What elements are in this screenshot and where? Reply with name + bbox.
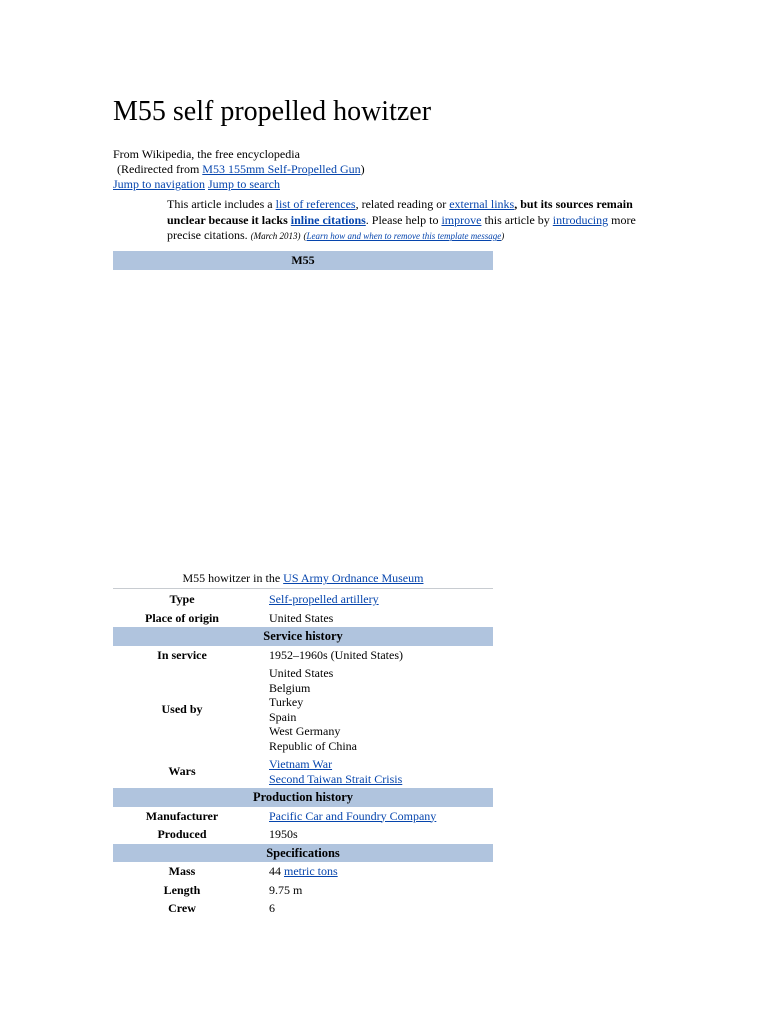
notice-date: (March 2013) xyxy=(250,231,301,241)
production-history-header: Production history xyxy=(113,788,493,807)
row-origin xyxy=(113,609,493,628)
metric-tons-link[interactable]: metric tons xyxy=(284,864,338,878)
row-manufacturer xyxy=(113,807,493,826)
used-by-item: West Germany xyxy=(269,724,341,738)
infobox-table xyxy=(113,590,493,918)
row-in-service xyxy=(113,646,493,665)
used-by-item: Republic of China xyxy=(269,738,357,753)
row-type xyxy=(113,590,493,609)
origin-value: United States xyxy=(269,610,334,625)
produced-label: Produced xyxy=(157,827,207,841)
notice-text-2: , related reading or xyxy=(355,197,450,211)
used-by-item: United States xyxy=(269,666,334,680)
crew-value: 6 xyxy=(269,901,275,915)
produced-value: 1950s xyxy=(269,827,298,841)
ordnance-museum-link[interactable]: US Army Ordnance Museum xyxy=(283,571,424,585)
row-used-by xyxy=(113,664,493,755)
wars-label: Wars xyxy=(168,764,196,779)
length-label: Length xyxy=(163,882,201,897)
row-length xyxy=(113,881,493,900)
jump-to-navigation-link[interactable]: Jump to navigation xyxy=(113,177,205,191)
notice-text-1: This article includes a xyxy=(167,197,276,211)
mass-label: Mass xyxy=(168,864,196,878)
origin-label: Place of origin xyxy=(145,610,219,625)
wars-values xyxy=(251,755,493,788)
taiwan-strait-crisis-link[interactable]: Second Taiwan Strait Crisis xyxy=(269,771,403,786)
row-mass xyxy=(113,862,493,881)
redirect-notice xyxy=(117,162,365,177)
crew-label: Crew xyxy=(168,901,196,915)
length-value: 9.75 m xyxy=(269,882,303,897)
improve-link[interactable]: improve xyxy=(441,212,482,227)
in-service-value: 1952–1960s (United States) xyxy=(269,647,403,662)
notice-bold-text: , but its sources remain unclear because it lacks xyxy=(167,197,633,227)
page-title: M55 self propelled howitzer xyxy=(113,96,432,127)
mass-value: 44 xyxy=(269,864,284,878)
introducing-link[interactable]: introducing xyxy=(552,212,609,227)
redirect-source-link[interactable]: M53 155mm Self-Propelled Gun xyxy=(202,162,361,176)
row-wars xyxy=(113,755,493,788)
image-caption xyxy=(113,571,493,589)
in-service-label: In service xyxy=(157,647,207,662)
notice-text-4: this article by xyxy=(481,212,553,227)
remove-template-message-link[interactable]: Learn how and when to remove this template message xyxy=(306,231,502,241)
service-history-header: Service history xyxy=(113,627,493,646)
notice-text-3: . Please help to xyxy=(365,212,442,227)
used-by-values xyxy=(251,664,493,755)
inline-citations-link[interactable]: inline citations xyxy=(290,212,366,227)
jump-links xyxy=(113,177,280,192)
type-label: Type xyxy=(169,592,195,606)
row-crew xyxy=(113,899,493,918)
manufacturer-link[interactable]: Pacific Car and Foundry Company xyxy=(269,808,437,823)
vietnam-war-link[interactable]: Vietnam War xyxy=(269,757,333,771)
infobox-title: M55 xyxy=(113,251,493,270)
used-by-item: Spain xyxy=(269,709,297,724)
jump-to-search-link[interactable]: Jump to search xyxy=(208,177,280,191)
notice-text-5: more precise citations. xyxy=(167,212,636,242)
redirect-prefix: (Redirected from xyxy=(117,162,203,176)
type-value-link[interactable]: Self-propelled artillery xyxy=(269,592,379,606)
list-of-references-link[interactable]: list of references xyxy=(275,197,356,211)
site-tagline: From Wikipedia, the free encyclopedia xyxy=(113,147,300,161)
redirect-suffix: ) xyxy=(360,162,365,176)
used-by-label: Used by xyxy=(161,702,203,717)
specifications-header: Specifications xyxy=(113,844,493,863)
used-by-item: Belgium xyxy=(269,680,311,695)
external-links-link[interactable]: external links xyxy=(449,197,515,211)
row-produced xyxy=(113,825,493,844)
caption-text: M55 howitzer in the xyxy=(182,571,284,585)
citation-notice: This article includes a list of references, related reading or external links, but its sources remain unclear because it lacks inline citations. Please help to improve this article by introducing more precise citations. (March 2013) (Learn how and when to remove this template message) xyxy=(167,197,636,242)
manufacturer-label: Manufacturer xyxy=(145,808,219,823)
used-by-item: Turkey xyxy=(269,695,304,709)
